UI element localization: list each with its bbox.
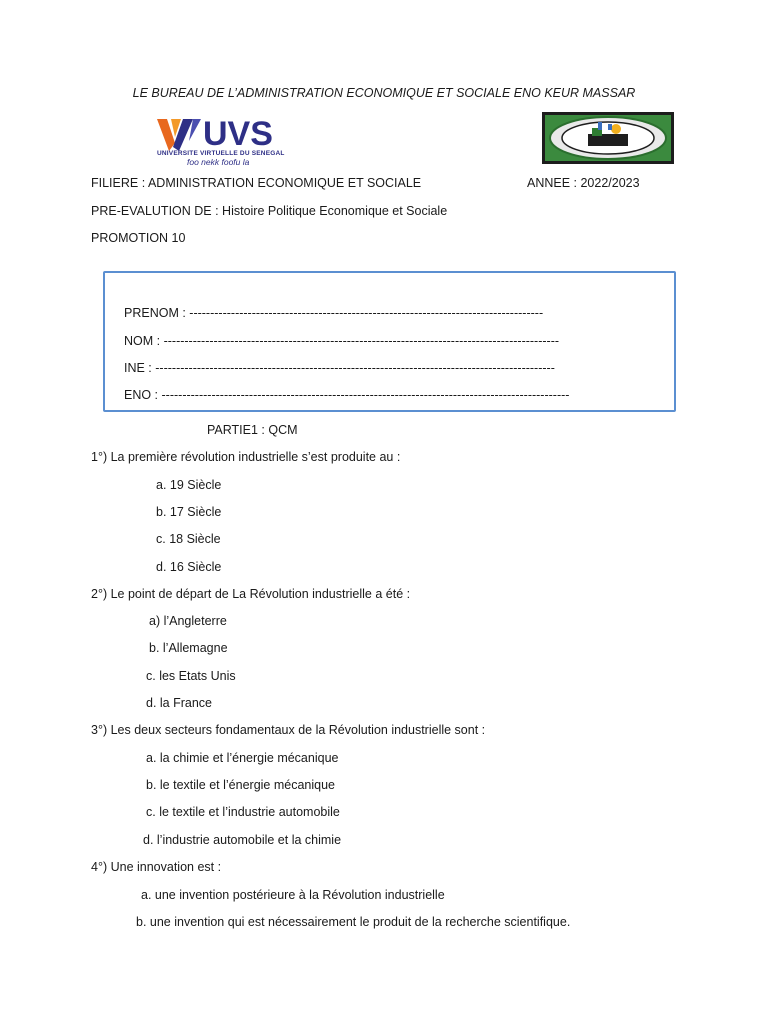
question-1-option-d[interactable]: d. 16 Siècle <box>156 560 222 574</box>
question-2-option-b[interactable]: b. l’Allemagne <box>149 641 228 655</box>
section-title: PARTIE1 : QCM <box>207 423 298 437</box>
header-title: LE BUREAU DE L’ADMINISTRATION ECONOMIQUE ET SOCIALE ENO KEUR MASSAR <box>132 86 636 100</box>
question-2-option-c[interactable]: c. les Etats Unis <box>146 669 236 683</box>
eno-emblem-icon <box>542 112 674 164</box>
pre-evaluation-line: PRE-EVALUTION DE : Histoire Politique Economique et Sociale <box>91 204 448 218</box>
question-3-option-d[interactable]: d. l’industrie automobile et la chimie <box>143 833 342 847</box>
question-2-option-a[interactable]: a) l’Angleterre <box>149 614 227 628</box>
question-2-option-d[interactable]: d. la France <box>146 696 213 710</box>
question-2: 2°) Le point de départ de La Révolution industrielle a été : <box>91 587 411 601</box>
eno-field[interactable]: ENO : -------------------------------------------------------------------------------------------------- <box>124 388 570 402</box>
filiere-line: FILIERE : ADMINISTRATION ECONOMIQUE ET SOCIALE <box>91 176 422 190</box>
uvs-logo-icon <box>157 119 201 151</box>
question-3-option-b[interactable]: b. le textile et l’énergie mécanique <box>146 778 336 792</box>
question-3-option-c[interactable]: c. le textile et l’industrie automobile <box>146 805 340 819</box>
nom-field[interactable]: NOM : ----------------------------------------------------------------------------------------------- <box>124 334 560 348</box>
ine-field[interactable]: INE : ------------------------------------------------------------------------------------------------ <box>124 361 555 375</box>
question-1-option-c[interactable]: c. 18 Siècle <box>156 532 221 546</box>
annee-line: ANNEE : 2022/2023 <box>527 176 640 190</box>
uvs-brand: UVS <box>203 115 273 153</box>
question-1-option-a[interactable]: a. 19 Siècle <box>156 478 222 492</box>
uvs-logo <box>157 117 305 165</box>
question-4-option-b[interactable]: b. une invention qui est nécessairement le produit de la recherche scientifique. <box>136 915 571 929</box>
question-4: 4°) Une innovation est : <box>91 860 222 874</box>
prenom-field[interactable]: PRENOM : ------------------------------------------------------------------------------------- <box>124 306 544 320</box>
question-4-option-a[interactable]: a. une invention postérieure à la Révolution industrielle <box>141 888 445 902</box>
uvs-motto: foo nekk foofu la <box>187 157 250 167</box>
uvs-subtitle: UNIVERSITE VIRTUELLE DU SENEGAL <box>157 150 285 157</box>
eno-logo <box>542 112 674 164</box>
question-1: 1°) La première révolution industrielle s’est produite au : <box>91 450 401 464</box>
question-3-option-a[interactable]: a. la chimie et l’énergie mécanique <box>146 751 339 765</box>
question-3: 3°) Les deux secteurs fondamentaux de la Révolution industrielle sont : <box>91 723 486 737</box>
promotion-line: PROMOTION 10 <box>91 231 186 245</box>
question-1-option-b[interactable]: b. 17 Siècle <box>156 505 222 519</box>
